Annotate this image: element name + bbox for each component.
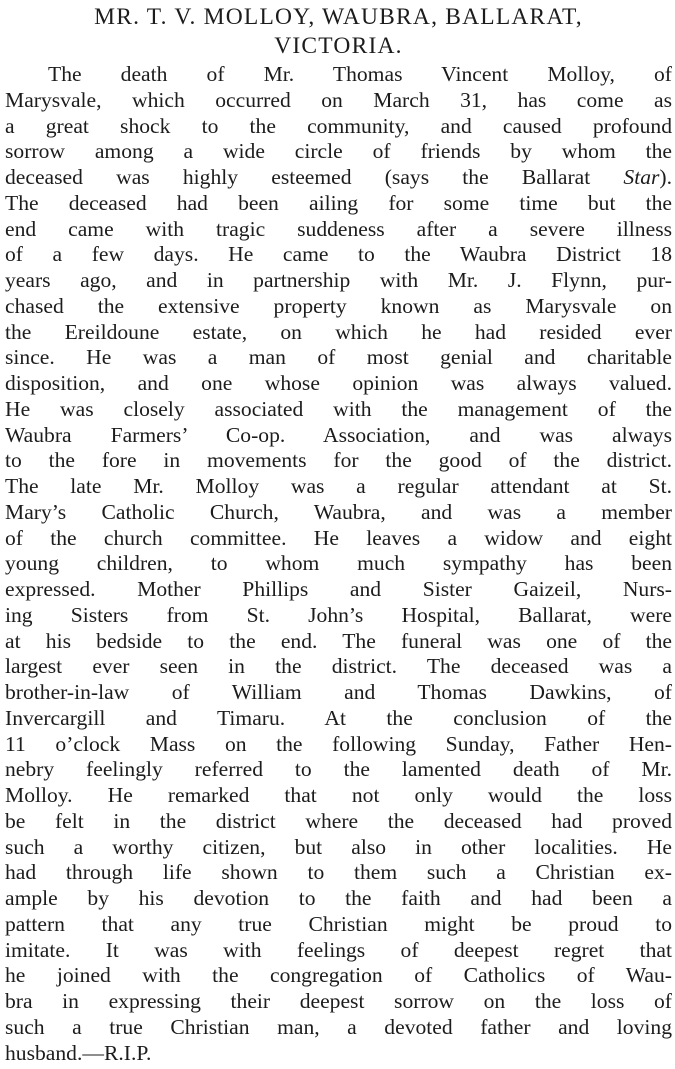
body-line-16: to the fore in movements for the good of the district.	[5, 448, 672, 473]
body-line-25: brother-in-law of William and Thomas Dawkins, of	[5, 680, 672, 704]
body-line-27: 11 o’clock Mass on the following Sunday, Father Hen-	[5, 731, 672, 756]
body-line-37: bra in expressing their deepest sorrow on the loss of	[5, 989, 672, 1013]
body-line-17: The late Mr. Molloy was a regular attendant at St.	[5, 474, 672, 498]
body-line-5-end: ).	[659, 165, 672, 189]
body-line-5-text: deceased was highly esteemed (says the Ballarat	[5, 165, 624, 189]
body-line-7: end came with tragic suddeness after a severe illness	[5, 216, 672, 241]
body-line-18: Mary’s Catholic Church, Waubra, and was a member	[5, 499, 672, 524]
body-line-38: such a true Christian man, a devoted father and loving	[5, 1014, 672, 1039]
body-line-14: He was closely associated with the management of the	[5, 396, 672, 421]
body-line-2: Marysvale, which occurred on March 31, has come as	[5, 87, 672, 112]
body-line-11: the Ereildoune estate, on which he had resided ever	[5, 319, 672, 344]
headline	[5, 0, 672, 61]
body-line-6: The deceased had been ailing for some time but the	[5, 190, 672, 215]
body-line-23: at his bedside to the end. The funeral was one of the	[5, 628, 672, 653]
body-line-4: sorrow among a wide circle of friends by whom the	[5, 139, 672, 164]
body-line-3: a great shock to the community, and caused profound	[5, 113, 672, 138]
body-line-13: disposition, and one whose opinion was always valued.	[5, 371, 672, 395]
body-line-8: of a few days. He came to the Waubra District 18	[5, 242, 672, 267]
article-body	[5, 62, 672, 1066]
body-line-33: ample by his devotion to the faith and had been a	[5, 886, 672, 910]
headline-line-2: VICTORIA.	[274, 33, 403, 59]
body-line-5	[5, 165, 672, 191]
headline-line-1: MR. T. V. MOLLOY, WAUBRA, BALLARAT,	[94, 4, 583, 30]
body-line-32: had through life shown to them such a Christian ex-	[5, 860, 672, 885]
body-line-9: years ago, and in partnership with Mr. J. Flynn, pur-	[5, 268, 673, 292]
newspaper-name: Star	[623, 165, 660, 189]
body-line-31: such a worthy citizen, but also in other localities. He	[5, 834, 672, 859]
body-line-22: ing Sisters from St. John’s Hospital, Ballarat, were	[5, 602, 672, 627]
body-line-34: pattern that any true Christian might be proud to	[5, 911, 672, 936]
body-line-20: young children, to whom much sympathy has been	[5, 551, 672, 576]
body-line-39: husband.—R.I.P.	[5, 1040, 152, 1065]
body-line-24: largest ever seen in the district. The deceased was a	[5, 654, 672, 679]
body-line-21: expressed. Mother Phillips and Sister Gaizeil, Nurs-	[5, 577, 672, 601]
body-line-30: be felt in the district where the deceased had proved	[5, 808, 672, 833]
obituary-article	[5, 0, 672, 1066]
body-line-19: of the church committee. He leaves a widow and eight	[5, 525, 672, 550]
body-line-1: The death of Mr. Thomas Vincent Molloy, of	[48, 62, 672, 86]
body-line-26: Invercargill and Timaru. At the conclusion of the	[5, 705, 672, 730]
body-line-29: Molloy. He remarked that not only would the loss	[5, 783, 672, 807]
body-line-36: he joined with the congregation of Catholics of Wau-	[5, 963, 672, 988]
body-line-10: chased the extensive property known as Marysvale on	[5, 293, 673, 318]
body-line-28: nebry feelingly referred to the lamented death of Mr.	[5, 757, 672, 782]
body-line-12: since. He was a man of most genial and charitable	[5, 345, 672, 370]
body-line-35: imitate. It was with feelings of deepest regret that	[5, 937, 673, 962]
body-line-15: Waubra Farmers’ Co-op. Association, and was always	[5, 422, 672, 447]
